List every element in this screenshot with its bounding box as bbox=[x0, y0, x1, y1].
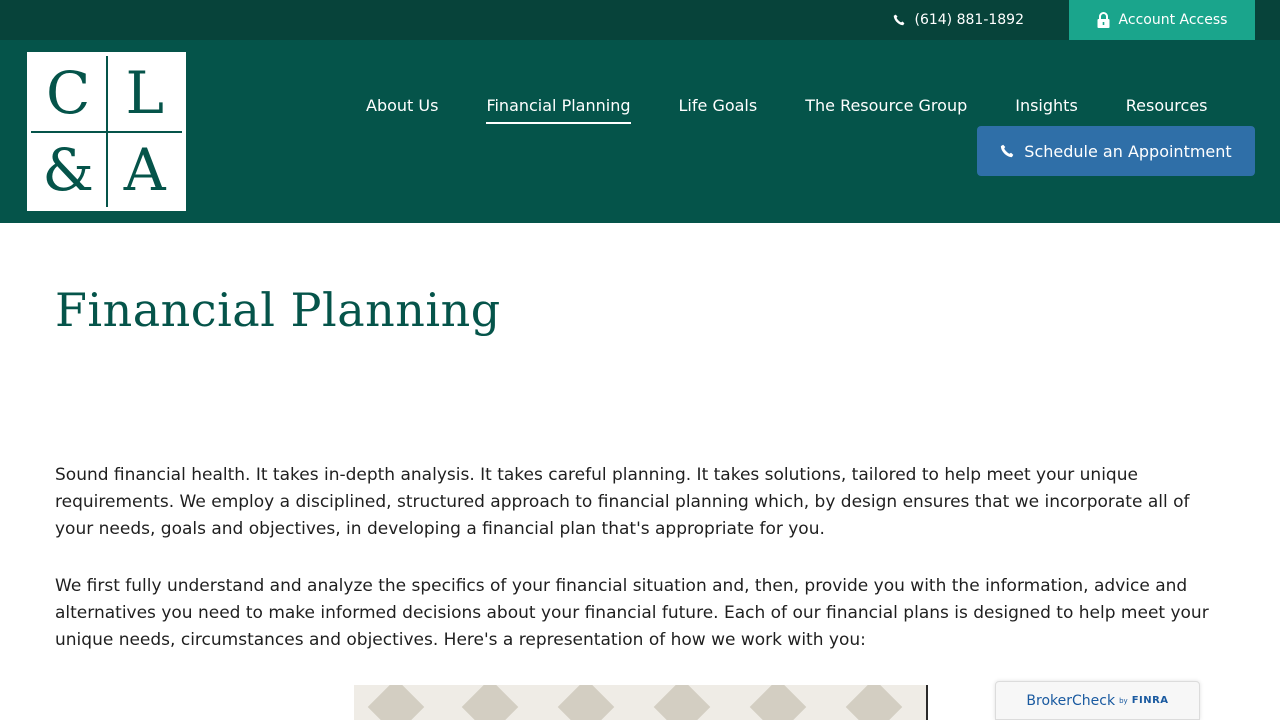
diamond-shape bbox=[846, 685, 903, 720]
logo-grid bbox=[31, 56, 182, 207]
diamond-shape bbox=[368, 685, 425, 720]
diamond-shape bbox=[654, 685, 711, 720]
brokercheck-brand: BrokerCheck bbox=[1026, 692, 1116, 709]
schedule-appointment-button[interactable] bbox=[977, 126, 1255, 176]
nav-item-about-us[interactable]: About Us bbox=[366, 96, 439, 115]
diamond-shape bbox=[750, 685, 807, 720]
nav-item-financial-planning[interactable]: Financial Planning bbox=[486, 96, 630, 124]
logo-letter: A bbox=[108, 133, 183, 208]
diamond-shape bbox=[558, 685, 615, 720]
nav-item-resources[interactable]: Resources bbox=[1125, 96, 1208, 115]
brokercheck-badge[interactable] bbox=[995, 681, 1200, 720]
intro-paragraph: Sound financial health. It takes in-depth analysis. It takes careful planning. It takes solutions, tailored to help meet your unique requirements. We employ a disciplined, structured approach to financial planning which, by design ensures that we incorporate all of your needs, goals and objectives, in developing a financial plan that's appropriate for you. bbox=[55, 465, 1190, 539]
process-diagram-image bbox=[354, 685, 928, 720]
page-title: Financial Planning bbox=[55, 283, 501, 337]
main-header bbox=[0, 40, 1280, 223]
logo-letter: C bbox=[31, 56, 106, 131]
nav-item-insights[interactable]: Insights bbox=[1015, 96, 1078, 115]
logo-letter: & bbox=[31, 133, 106, 208]
site-logo[interactable] bbox=[27, 52, 186, 211]
main-nav bbox=[366, 96, 1208, 124]
phone-icon bbox=[1000, 144, 1014, 158]
phone-number: (614) 881-1892 bbox=[914, 12, 1024, 28]
brokercheck-by: by bbox=[1119, 696, 1128, 705]
schedule-appointment-label: Schedule an Appointment bbox=[1024, 141, 1232, 161]
phone-link[interactable] bbox=[893, 0, 1025, 40]
logo-letter: L bbox=[108, 56, 183, 131]
nav-item-resource-group[interactable]: The Resource Group bbox=[805, 96, 968, 115]
account-access-button[interactable] bbox=[1069, 0, 1255, 40]
phone-icon bbox=[893, 14, 905, 26]
nav-item-life-goals[interactable]: Life Goals bbox=[678, 96, 758, 115]
lock-icon bbox=[1097, 12, 1110, 28]
diamond-shape bbox=[462, 685, 519, 720]
process-paragraph: We first fully understand and analyze the specifics of your financial situation and, then, provide you with the information, advice and alternatives you need to make informed decisions about your financial future. Each of our financial plans is designed to help meet your unique needs, circumstances and objectives. Here's a representation of how we work with you: bbox=[55, 576, 1209, 650]
account-access-label: Account Access bbox=[1118, 12, 1228, 28]
brokercheck-org: FINRA bbox=[1131, 695, 1169, 706]
top-bar bbox=[0, 0, 1280, 40]
